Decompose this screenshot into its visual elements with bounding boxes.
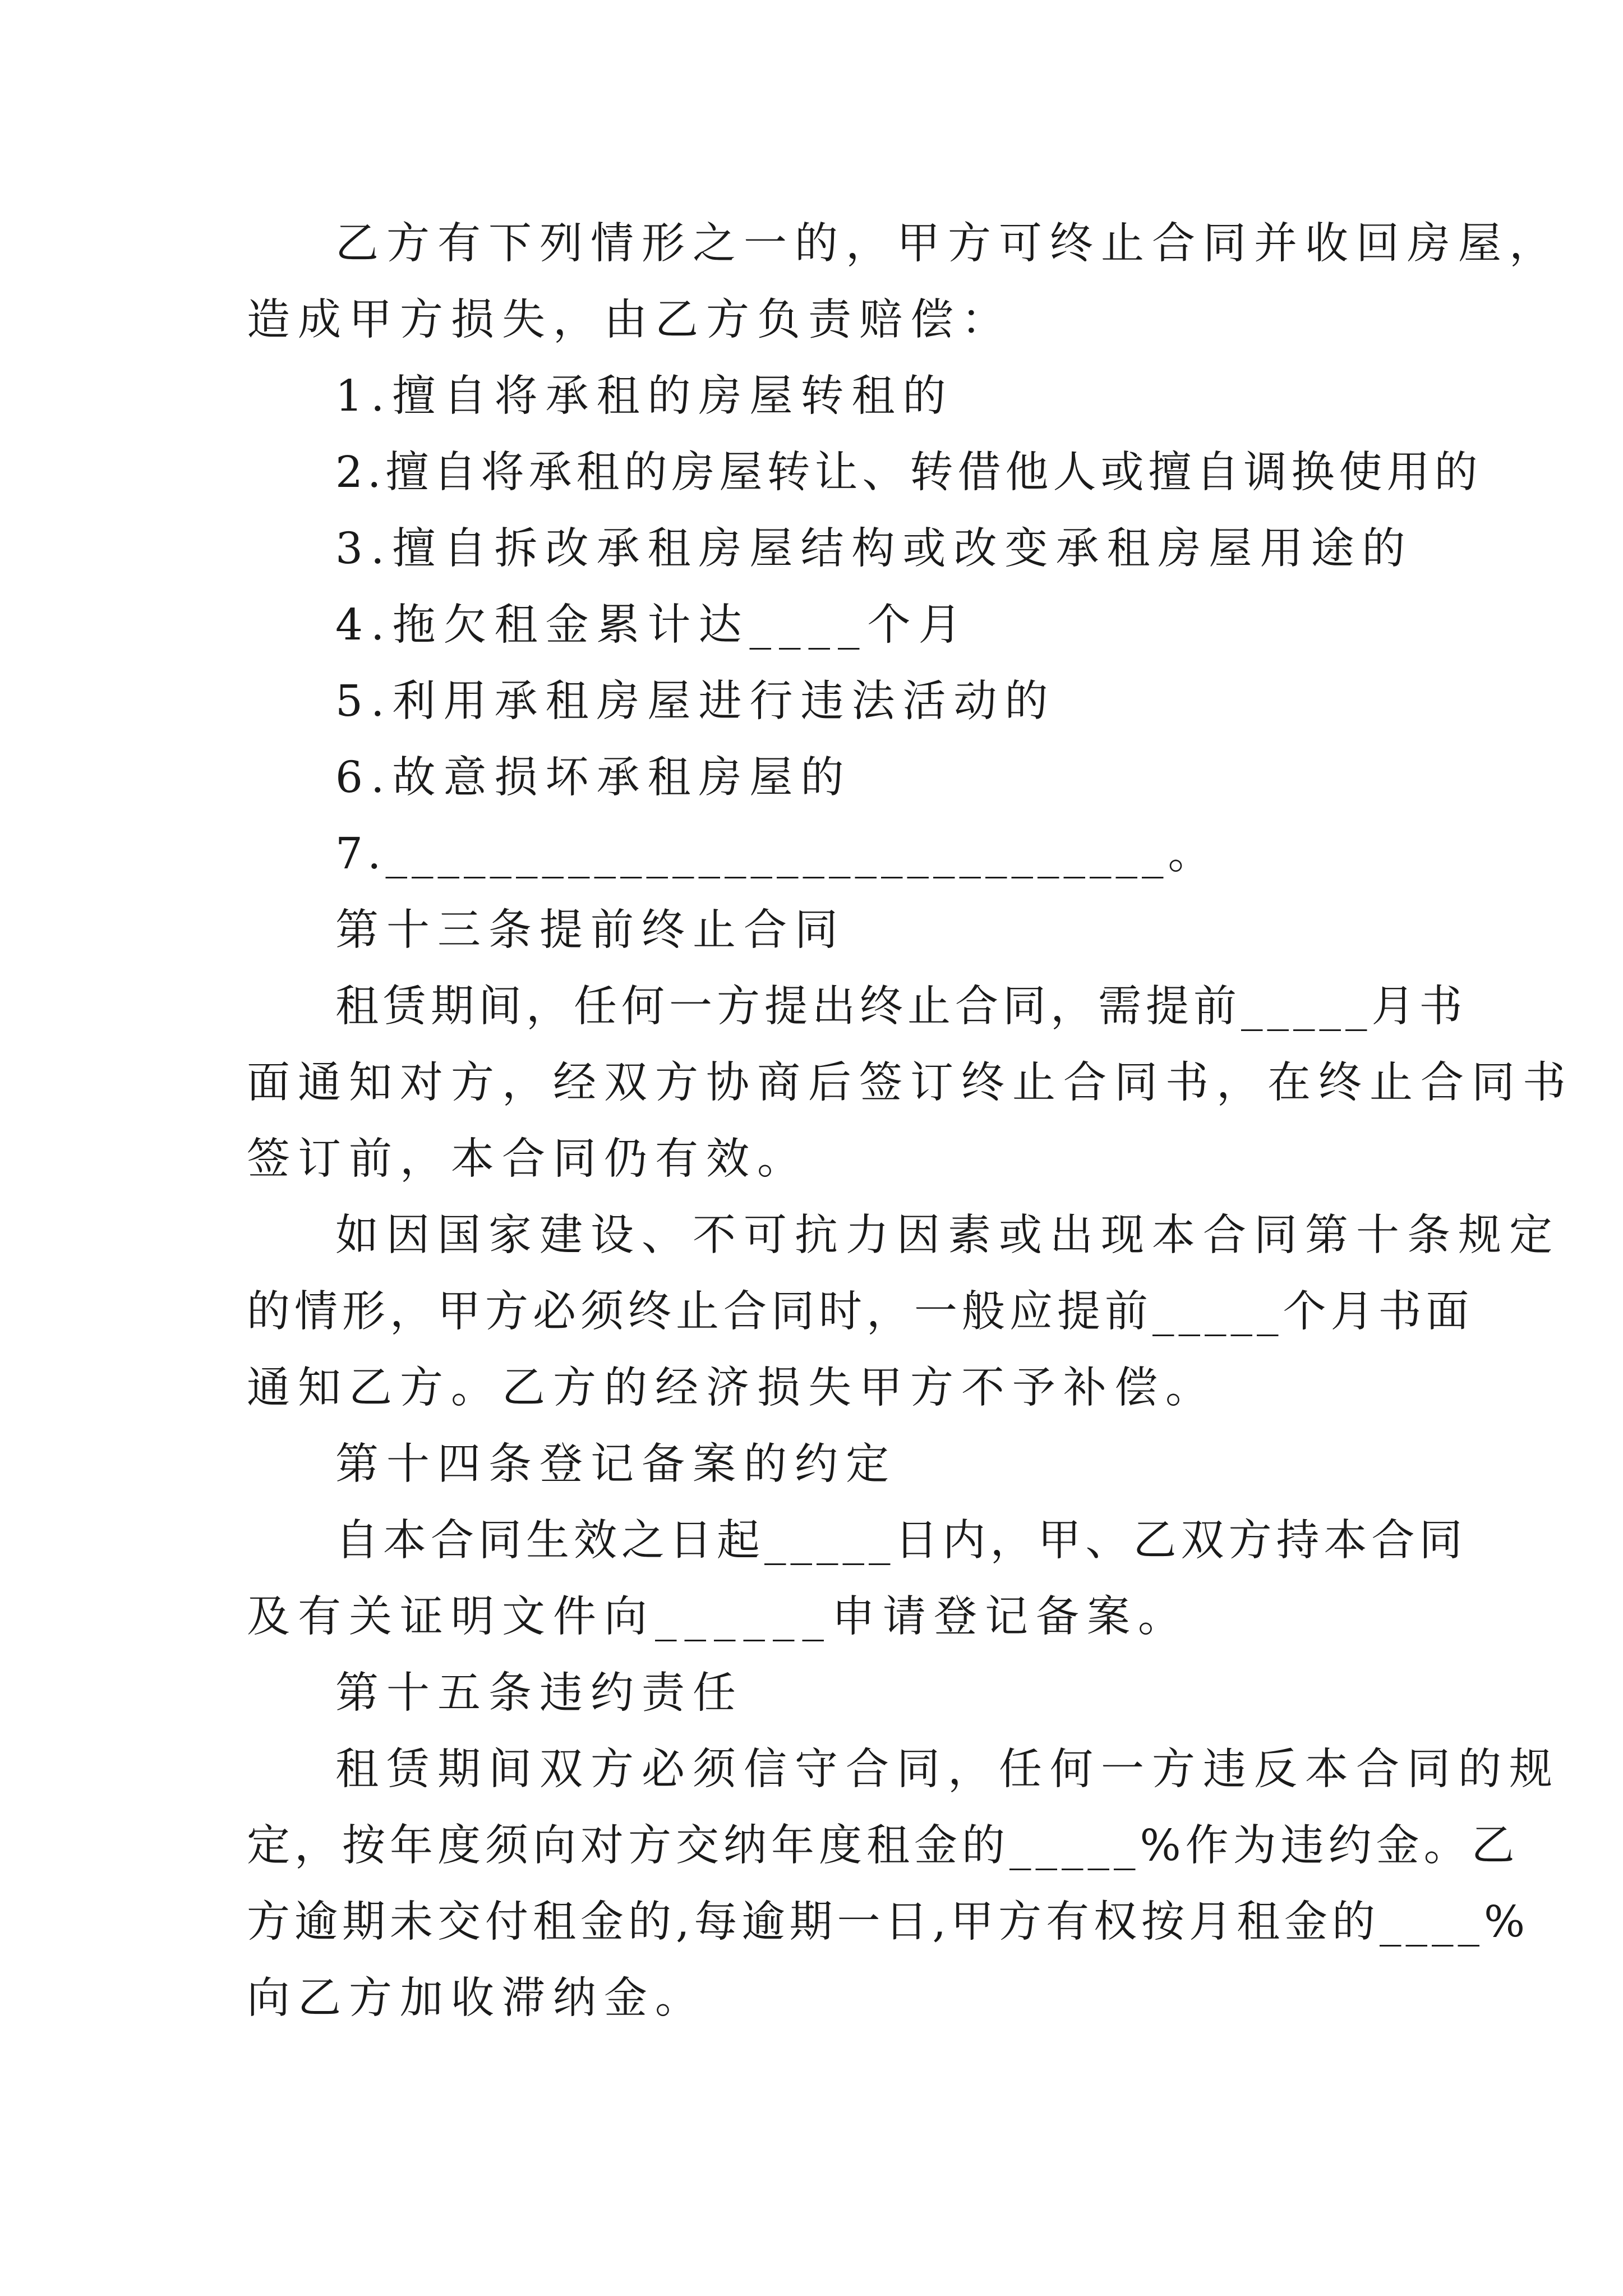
section-heading: 第十五条违约责任	[335, 1668, 744, 1718]
paragraph-line: 方逾期未交付租金的,每逾期一日,甲方有权按月租金的____%	[247, 1897, 1530, 1947]
paragraph-line: 造成甲方损失，由乙方负责赔偿：	[247, 295, 1012, 345]
list-item: 1.擅自将承租的房屋转租的	[335, 371, 954, 421]
paragraph-line: 面通知对方，经双方协商后签订终止合同书，在终止合同书	[247, 1058, 1574, 1108]
paragraph-line: 租赁期间，任何一方提出终止合同，需提前_____月书	[335, 982, 1467, 1032]
paragraph-line: 租赁期间双方必须信守合同，任何一方违反本合同的规	[335, 1745, 1560, 1795]
paragraph-line: 及有关证明文件向______申请登记备案。	[247, 1592, 1189, 1642]
list-item: 2.擅自将承租的房屋转让、转借他人或擅自调换使用的	[335, 448, 1482, 498]
list-item: 4.拖欠租金累计达____个月	[335, 600, 970, 650]
list-item: 5.利用承租房屋进行违法活动的	[335, 677, 1056, 726]
paragraph-line: 签订前，本合同仍有效。	[247, 1134, 808, 1184]
paragraph-line: 自本合同生效之日起_____日内，甲、乙双方持本合同	[335, 1516, 1467, 1566]
paragraph-line: 定，按年度须向对方交纳年度租金的_____%作为违约金。乙	[247, 1821, 1519, 1871]
paragraph-line: 的情形，甲方必须终止合同时，一般应提前_____个月书面	[247, 1287, 1474, 1337]
paragraph-line: 通知乙方。乙方的经济损失甲方不予补偿。	[247, 1363, 1216, 1413]
section-heading: 第十四条登记备案的约定	[335, 1439, 897, 1489]
paragraph-line: 向乙方加收滞纳金。	[247, 1973, 706, 2023]
list-item: 3.擅自拆改承租房屋结构或改变承租房屋用途的	[335, 524, 1413, 574]
paragraph-line: 如因国家建设、不可抗力因素或出现本合同第十条规定	[335, 1211, 1560, 1260]
paragraph-line: 乙方有下列情形之一的，甲方可终止合同并收回房屋，	[335, 219, 1560, 269]
list-item: 7.______________________________。	[335, 829, 1216, 879]
list-item: 6.故意损坏承租房屋的	[335, 753, 852, 803]
section-heading: 第十三条提前终止合同	[335, 905, 846, 955]
